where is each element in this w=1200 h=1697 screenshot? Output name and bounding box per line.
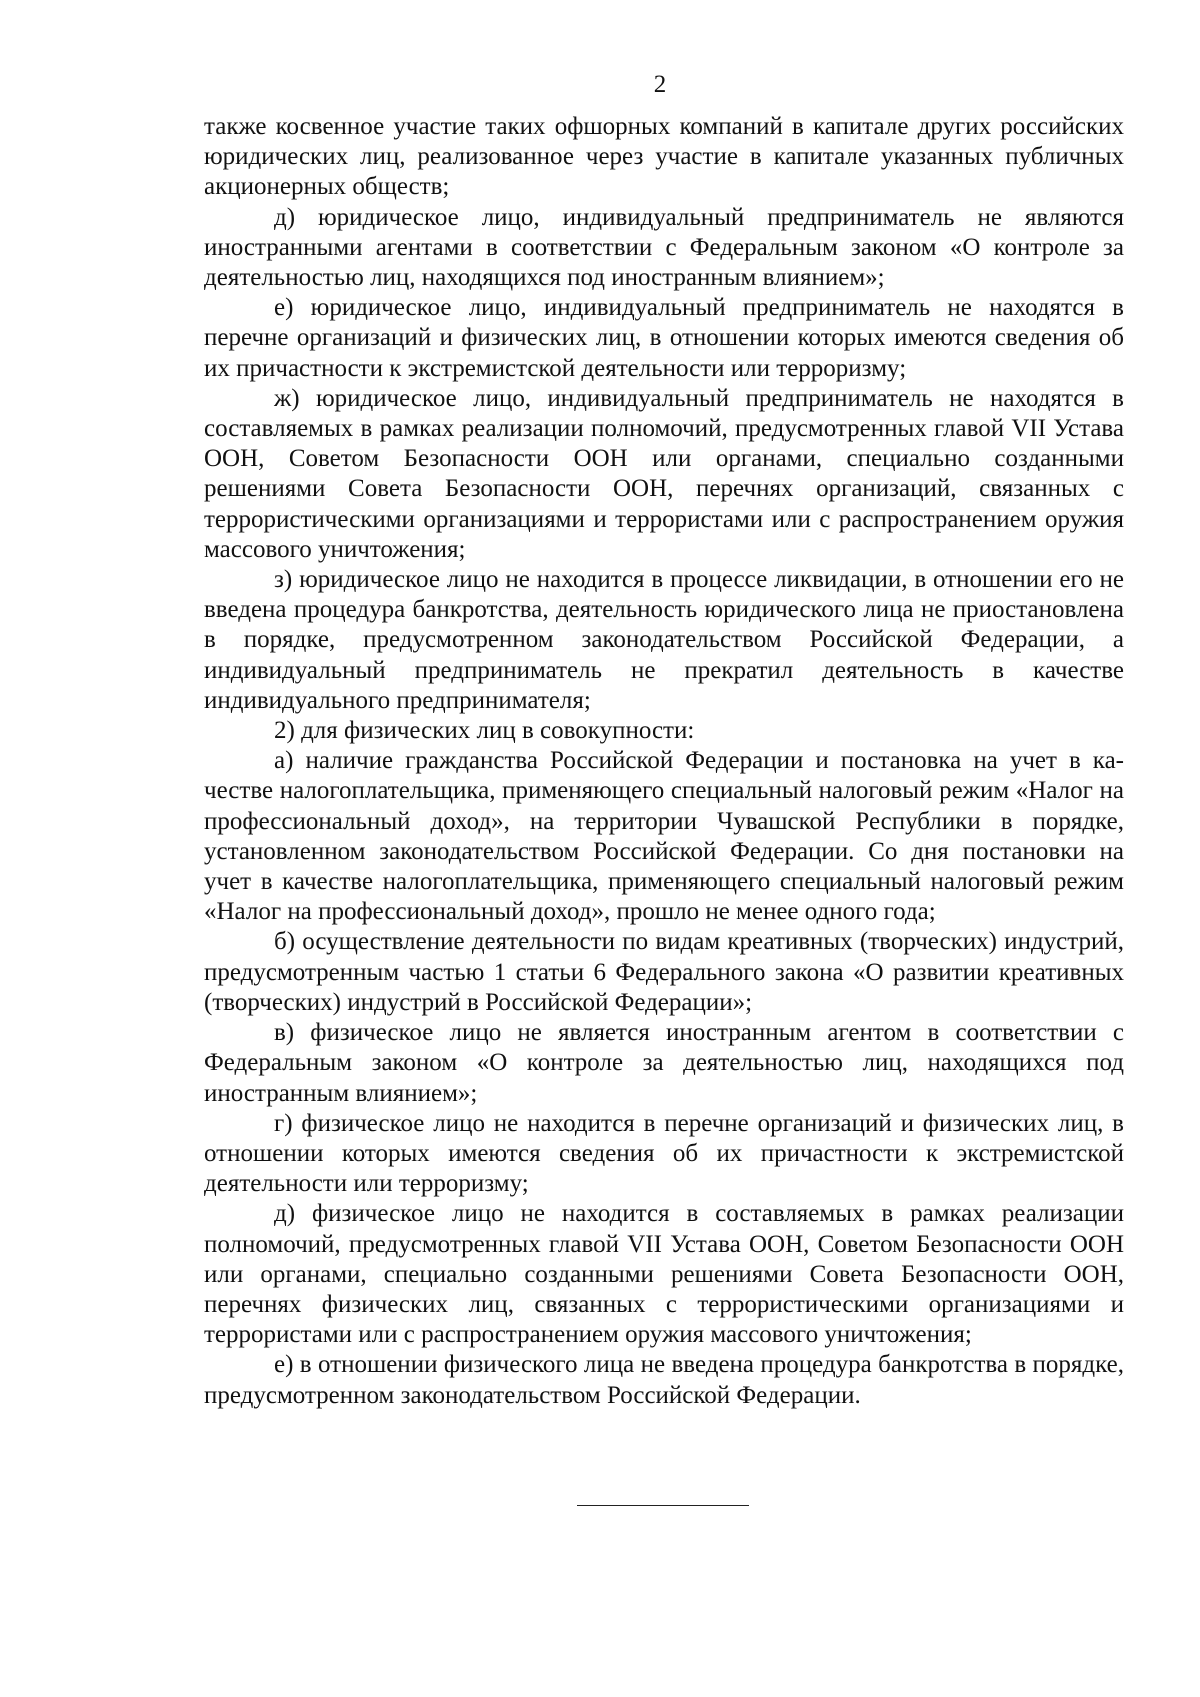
end-of-document-rule [577, 1505, 749, 1506]
paragraph-1e: е) юридическое лицо, индивидуальный предприниматель не находятся в перечне организаций и физических лиц, в отношении которых имеются сведения об их причастности к экстремистской деятельности или терроризму; [204, 294, 1124, 382]
paragraph-2v: в) физическое лицо не является иностранным агентом в соответствии с Федеральным законом «О контроле за деятельностью лиц, находящихся под иностранным влиянием»; [204, 1019, 1124, 1107]
paragraph-2d: д) физическое лицо не находится в составляемых в рамках реализации полномочий, предусмотренных главой VII Устава ООН, Советом Безопасности ООН или органами, специально созданными решениями Совета Безопасности ООН, перечнях физических лиц, связанных с террористическими организациями и террористами или с распространением оружия массового уничтожения; [204, 1200, 1124, 1349]
document-body [204, 112, 1124, 1411]
paragraph-1d: д) юридическое лицо, индивидуальный предприниматель не являются иностранными агентами в соответствии с Федеральным законом «О контроле за деятельностью лиц, находящихся под иностранным влиянием»; [204, 203, 1124, 292]
page-number: 2 [653, 71, 667, 98]
paragraph-continuation: также косвенное участие таких офшорных компаний в капитале других российских юридических лиц, реализованное через участие в капитале указанных публичных акционерных обществ; [204, 113, 1124, 201]
paragraph-1zh: ж) юридическое лицо, индивидуальный предприниматель не находятся в составляемых в рамках реализации полномочий, предусмотренных главой VII Устава ООН, Советом Безопасности ООН или органами, специально созданными решениями Совета Безопасности ООН, перечнях организаций, связанных с террористическими организациями и террористами или с распространением оружия массового уничтожения; [204, 384, 1124, 563]
paragraph-2e: е) в отношении физического лица не введена процедура банкротства в порядке, предусмотренном законодательством Российской Федерации. [204, 1351, 1124, 1409]
paragraph-2b: б) осуществление деятельности по видам креативных (творческих) индустрий, предусмотренным частью 1 статьи 6 Федерального закона «О развитии креативных (творческих) индустрий в Российской Федерации»; [204, 928, 1124, 1016]
paragraph-1z: з) юридическое лицо не находится в процессе ликвидации, в отношении его не введена процедура банкротства, деятельность юридического лица не приостановлена в порядке, предусмотренном законодательством Российской Федерации, а индивидуальный предприниматель не прекратил деятельность в качестве индивидуального предпринимателя; [204, 566, 1124, 714]
paragraph-2-heading: 2) для физических лиц в совокупности: [274, 717, 695, 745]
paragraph-2g: г) физическое лицо не находится в перечне организаций и физических лиц, в отношении которых имеются сведения об их причастности к экстремистской деятельности или терроризму; [204, 1109, 1124, 1198]
paragraph-2a: а) наличие гражданства Российской Федерации и постановка на учет в качестве налогоплательщика, применяющего специальный налоговый режим «Налог на профессиональный доход», на территории Чувашской Республики в порядке, установленном законодательством Российской Федерации. Со дня постановки на учет в качестве налогоплательщика, применяющего специальный налоговый режим «Налог на профессиональный доход», прошло не менее одного года; [204, 747, 1124, 926]
